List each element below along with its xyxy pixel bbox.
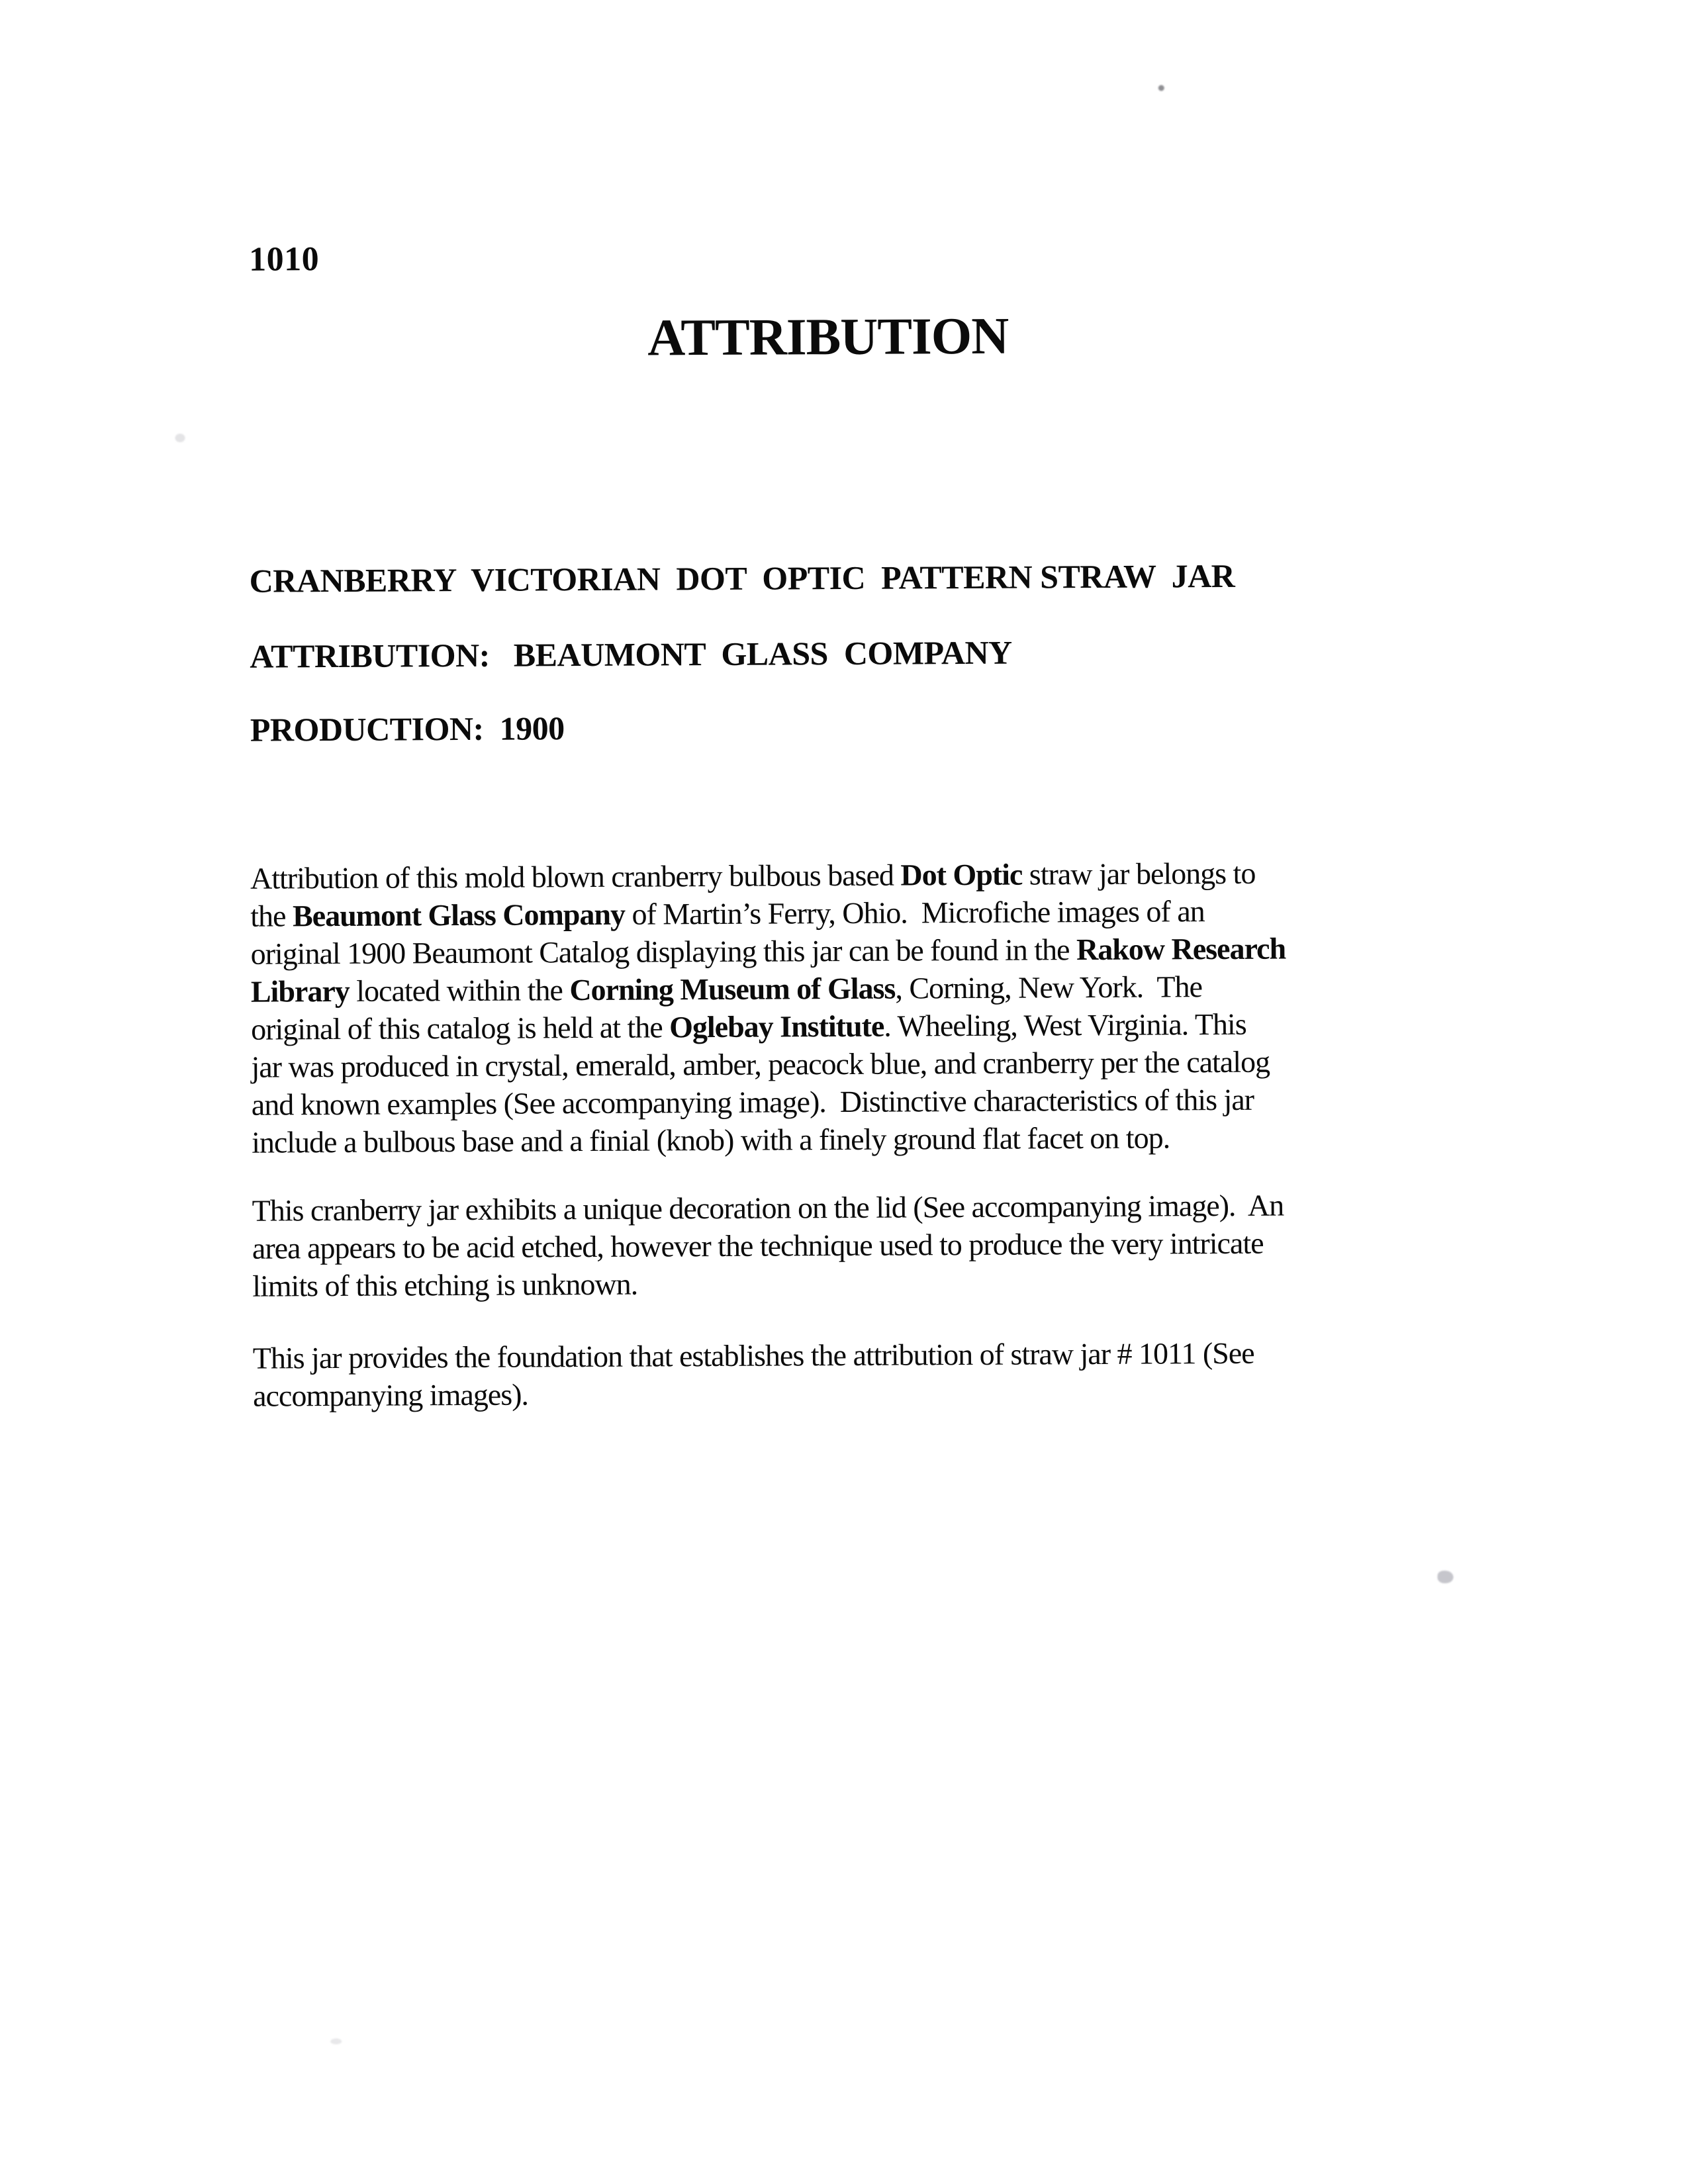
body-paragraph-attribution-details (250, 853, 1443, 1161)
scan-speck (330, 2038, 342, 2044)
production-heading: PRODUCTION: 1900 (250, 709, 565, 749)
body-paragraph-foundation-note (253, 1333, 1445, 1414)
text-line: include a bulbous base and a finial (knob) with a finely ground flat facet on top. (251, 1120, 1170, 1160)
scan-speck (1438, 1570, 1454, 1583)
text-line: accompanying images). (252, 1377, 529, 1413)
text-line: original of this catalog is held at the Oglebay Institute. Wheeling, West Virginia. This (251, 1007, 1246, 1046)
text-line: Attribution of this mold blown cranberry bulbous based Dot Optic straw jar belongs to (250, 856, 1256, 895)
text-line: jar was produced in crystal, emerald, amber, peacock blue, and cranberry per the catalog (251, 1044, 1270, 1084)
document-title: ATTRIBUTION (647, 307, 1009, 367)
text-line: This jar provides the foundation that establishes the attribution of straw jar # 1011 (See (252, 1336, 1254, 1375)
body-paragraph-lid-decoration (252, 1185, 1444, 1304)
text-line: and known examples (See accompanying image). Distinctive characteristics of this jar (251, 1082, 1254, 1122)
text-line: limits of this etching is unknown. (252, 1267, 638, 1303)
attribution-heading: ATTRIBUTION: BEAUMONT GLASS COMPANY (250, 633, 1012, 675)
scan-speck (1158, 85, 1164, 91)
text-line: original 1900 Beaumont Catalog displaying this jar can be found in the Rakow Research (250, 931, 1286, 971)
text-line: the Beaumont Glass Company of Martin’s Ferry, Ohio. Microfiche images of an (250, 894, 1205, 933)
text-line: area appears to be acid etched, however the technique used to produce the very intricate (252, 1226, 1264, 1265)
text-line: This cranberry jar exhibits a unique decoration on the lid (See accompanying image). An (252, 1188, 1284, 1228)
text-line: Library located within the Corning Museum of Glass, Corning, New York. The (250, 970, 1203, 1009)
item-description-heading: CRANBERRY VICTORIAN DOT OPTIC PATTERN STRAW JAR (249, 557, 1235, 600)
scan-speck (175, 433, 185, 442)
page-number: 1010 (248, 240, 320, 279)
